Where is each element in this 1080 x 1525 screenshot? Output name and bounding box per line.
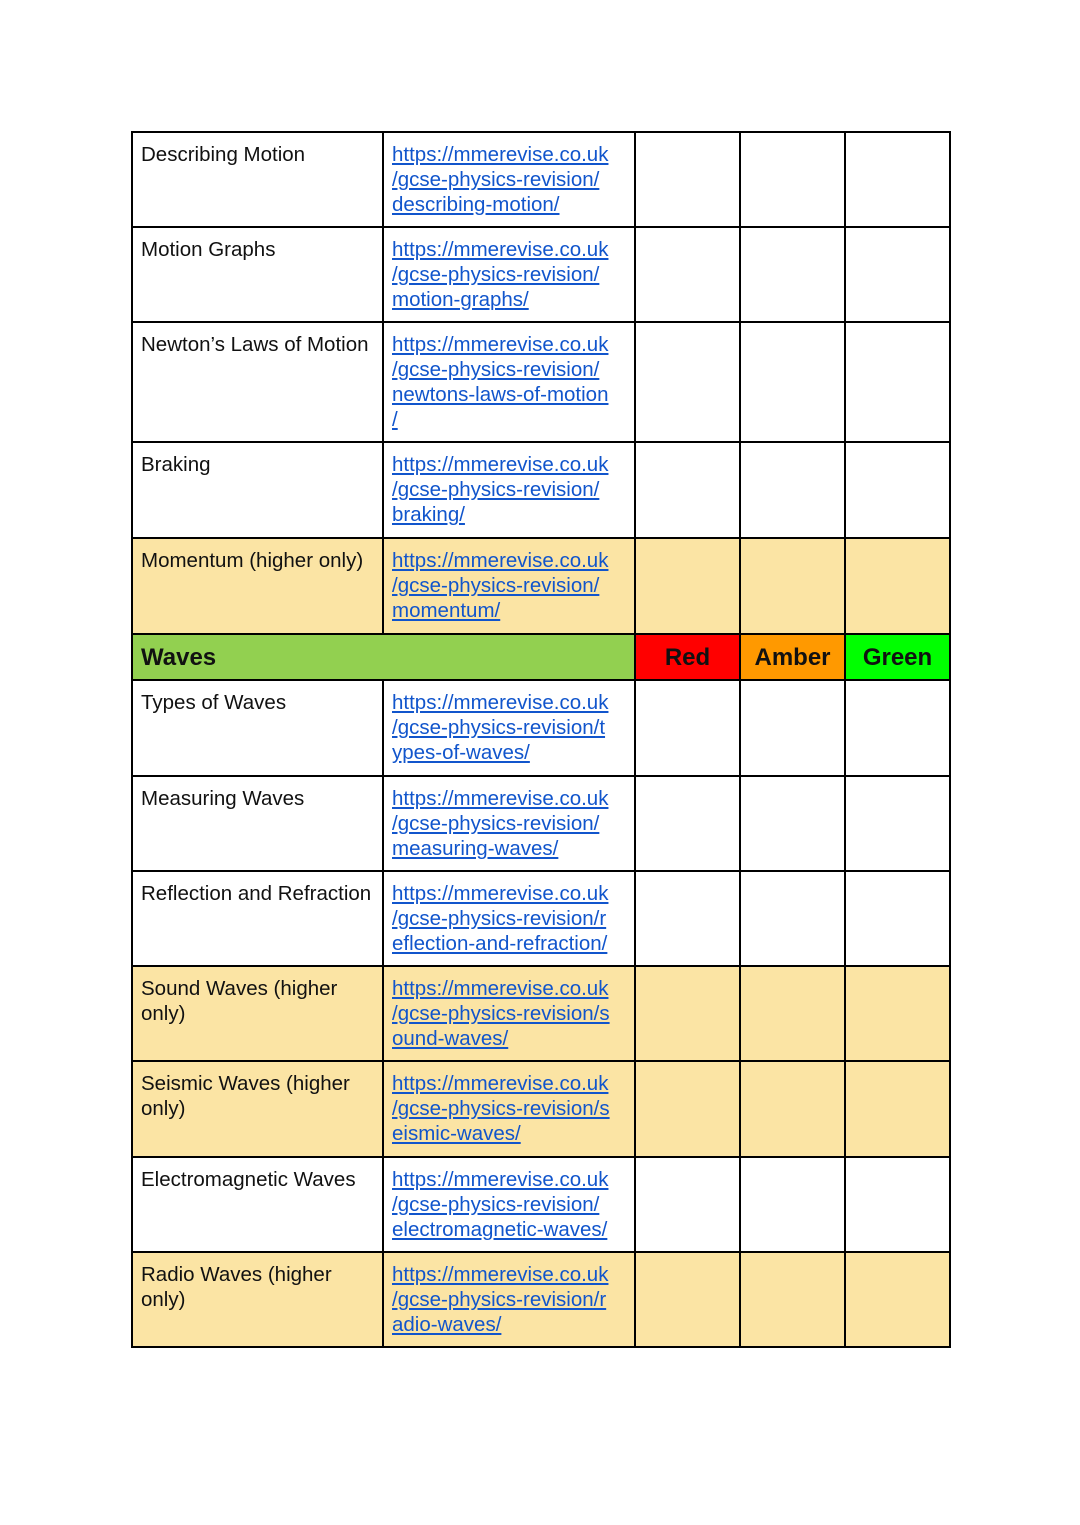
rating-cell-green[interactable]: [845, 132, 950, 227]
rating-cell-red[interactable]: [635, 538, 740, 634]
rating-cell-red[interactable]: [635, 966, 740, 1061]
resource-link[interactable]: newtons-laws-of-motion: [392, 383, 609, 406]
rating-cell-green[interactable]: [845, 680, 950, 776]
rating-cell-green[interactable]: [845, 871, 950, 966]
rating-cell-green[interactable]: [845, 322, 950, 442]
table-row: [132, 680, 950, 776]
resource-link[interactable]: ound-waves/: [392, 1027, 509, 1050]
rating-cell-green[interactable]: [845, 442, 950, 538]
table-row: [132, 227, 950, 322]
rating-cell-red[interactable]: [635, 132, 740, 227]
resource-link[interactable]: https://mmerevise.co.uk: [392, 882, 609, 905]
link-cell: [383, 132, 635, 227]
link-cell: [383, 776, 635, 871]
topic-cell: Momentum (higher only): [132, 538, 383, 634]
resource-link[interactable]: motion-graphs/: [392, 288, 529, 311]
resource-link[interactable]: eflection-and-refraction/: [392, 932, 608, 955]
resource-link[interactable]: /gcse-physics-revision/s: [392, 1097, 610, 1120]
resource-link[interactable]: describing-motion/: [392, 193, 560, 216]
link-cell: [383, 1157, 635, 1252]
resource-link[interactable]: https://mmerevise.co.uk: [392, 333, 609, 356]
rag-header-red: Red: [635, 634, 740, 680]
resource-link[interactable]: https://mmerevise.co.uk: [392, 1263, 609, 1286]
resource-link[interactable]: /gcse-physics-revision/: [392, 812, 600, 835]
table-row: [132, 538, 950, 634]
link-cell: [383, 966, 635, 1061]
rating-cell-green[interactable]: [845, 1061, 950, 1157]
rag-header-amber: Amber: [740, 634, 845, 680]
table-row: [132, 1157, 950, 1252]
rating-cell-red[interactable]: [635, 227, 740, 322]
link-cell: [383, 680, 635, 776]
resource-link[interactable]: eismic-waves/: [392, 1122, 521, 1145]
resource-link[interactable]: /gcse-physics-revision/r: [392, 1288, 607, 1311]
resource-link[interactable]: https://mmerevise.co.uk: [392, 1072, 609, 1095]
resource-link[interactable]: https://mmerevise.co.uk: [392, 143, 609, 166]
resource-link[interactable]: /gcse-physics-revision/r: [392, 907, 607, 930]
resource-link[interactable]: /gcse-physics-revision/t: [392, 716, 606, 739]
resource-link[interactable]: momentum/: [392, 599, 501, 622]
rating-cell-red[interactable]: [635, 871, 740, 966]
rating-cell-amber[interactable]: [740, 680, 845, 776]
rating-cell-amber[interactable]: [740, 1252, 845, 1347]
resource-link[interactable]: https://mmerevise.co.uk: [392, 1168, 609, 1191]
resource-link[interactable]: https://mmerevise.co.uk: [392, 453, 609, 476]
table-row: [132, 966, 950, 1061]
resource-link[interactable]: ypes-of-waves/: [392, 741, 530, 764]
resource-link[interactable]: https://mmerevise.co.uk: [392, 549, 609, 572]
topic-cell: Types of Waves: [132, 680, 383, 776]
rating-cell-red[interactable]: [635, 1252, 740, 1347]
topic-cell: Newton’s Laws of Motion: [132, 322, 383, 442]
rating-cell-red[interactable]: [635, 442, 740, 538]
rating-cell-amber[interactable]: [740, 442, 845, 538]
topic-cell: Reflection and Refraction: [132, 871, 383, 966]
section-header-row: [132, 634, 950, 680]
rating-cell-green[interactable]: [845, 538, 950, 634]
topic-cell: Electromagnetic Waves: [132, 1157, 383, 1252]
rating-cell-amber[interactable]: [740, 871, 845, 966]
resource-link[interactable]: /gcse-physics-revision/: [392, 478, 600, 501]
link-cell: [383, 442, 635, 538]
table-row: [132, 442, 950, 538]
rag-header-green: Green: [845, 634, 950, 680]
table-row: [132, 132, 950, 227]
link-cell: [383, 1061, 635, 1157]
revision-checklist-table: [131, 131, 951, 1348]
resource-link[interactable]: braking/: [392, 503, 465, 526]
topic-cell: Describing Motion: [132, 132, 383, 227]
rating-cell-amber[interactable]: [740, 1061, 845, 1157]
topic-cell: Seismic Waves (higher only): [132, 1061, 383, 1157]
resource-link[interactable]: https://mmerevise.co.uk: [392, 691, 609, 714]
rating-cell-red[interactable]: [635, 680, 740, 776]
resource-link[interactable]: /gcse-physics-revision/: [392, 168, 600, 191]
link-cell: [383, 227, 635, 322]
rating-cell-amber[interactable]: [740, 1157, 845, 1252]
rating-cell-amber[interactable]: [740, 132, 845, 227]
table-row: [132, 871, 950, 966]
resource-link[interactable]: measuring-waves/: [392, 837, 559, 860]
section-title: Waves: [132, 634, 635, 680]
resource-link[interactable]: /gcse-physics-revision/: [392, 263, 600, 286]
table-row: [132, 322, 950, 442]
resource-link[interactable]: /gcse-physics-revision/: [392, 1193, 600, 1216]
topic-cell: Measuring Waves: [132, 776, 383, 871]
resource-link[interactable]: adio-waves/: [392, 1313, 502, 1336]
rating-cell-red[interactable]: [635, 1061, 740, 1157]
resource-link[interactable]: https://mmerevise.co.uk: [392, 238, 609, 261]
resource-link[interactable]: https://mmerevise.co.uk: [392, 787, 609, 810]
topic-cell: Motion Graphs: [132, 227, 383, 322]
rating-cell-green[interactable]: [845, 227, 950, 322]
link-cell: [383, 1252, 635, 1347]
rating-cell-amber[interactable]: [740, 538, 845, 634]
rating-cell-red[interactable]: [635, 1157, 740, 1252]
rating-cell-green[interactable]: [845, 1157, 950, 1252]
table-row: [132, 1252, 950, 1347]
resource-link[interactable]: /gcse-physics-revision/: [392, 358, 600, 381]
link-cell: [383, 871, 635, 966]
rating-cell-amber[interactable]: [740, 227, 845, 322]
rating-cell-green[interactable]: [845, 1252, 950, 1347]
resource-link[interactable]: /: [392, 408, 398, 431]
rating-cell-green[interactable]: [845, 776, 950, 871]
rating-cell-amber[interactable]: [740, 322, 845, 442]
rating-cell-green[interactable]: [845, 966, 950, 1061]
rating-cell-amber[interactable]: [740, 776, 845, 871]
topic-cell: Sound Waves (higher only): [132, 966, 383, 1061]
topic-cell: Braking: [132, 442, 383, 538]
rating-cell-red[interactable]: [635, 776, 740, 871]
topic-cell: Radio Waves (higher only): [132, 1252, 383, 1347]
resource-link[interactable]: /gcse-physics-revision/: [392, 574, 600, 597]
table-row: [132, 1061, 950, 1157]
resource-link[interactable]: /gcse-physics-revision/s: [392, 1002, 610, 1025]
resource-link[interactable]: electromagnetic-waves/: [392, 1218, 608, 1241]
link-cell: [383, 322, 635, 442]
table-row: [132, 776, 950, 871]
rating-cell-amber[interactable]: [740, 966, 845, 1061]
link-cell: [383, 538, 635, 634]
resource-link[interactable]: https://mmerevise.co.uk: [392, 977, 609, 1000]
rating-cell-red[interactable]: [635, 322, 740, 442]
